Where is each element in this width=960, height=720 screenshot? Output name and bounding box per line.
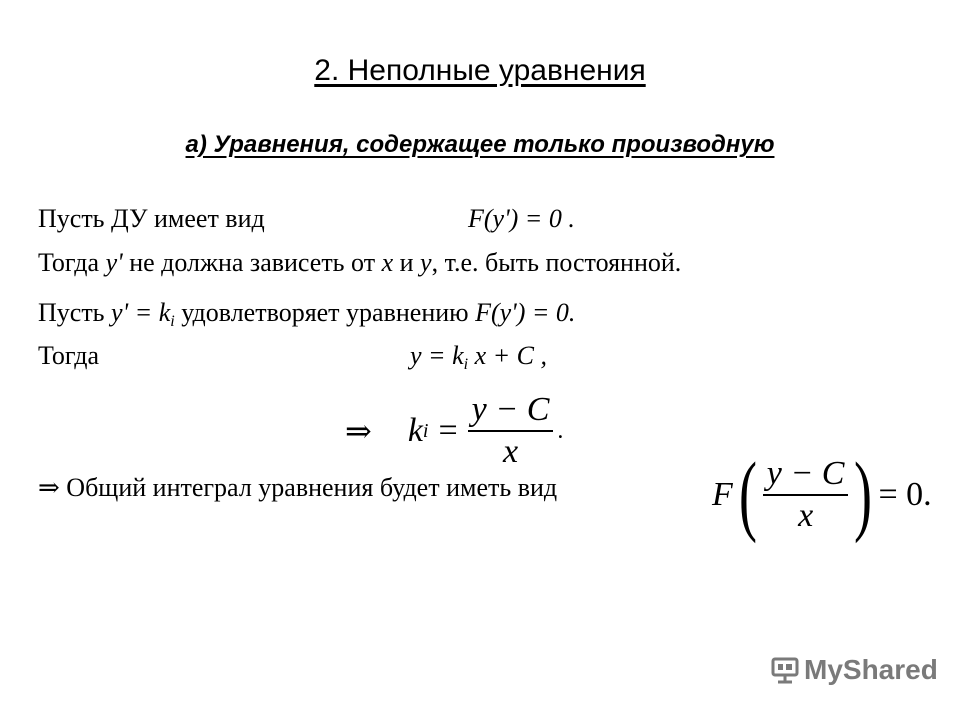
line-2-x: x [381, 248, 394, 277]
watermark-text: MyShared [804, 654, 938, 685]
formula-3-rhs: = 0. [878, 476, 932, 513]
line-3-equation: F(y') = 0. [475, 298, 576, 327]
line-2-part-1: Тогда [38, 248, 106, 277]
line-3 [38, 298, 575, 328]
line-3-subscript: i [170, 313, 175, 330]
section-subtitle: а) Уравнения, содержащее только производную [185, 131, 775, 158]
line-2-y: y [420, 248, 432, 277]
formula-2-end: . [557, 417, 564, 444]
formula-general-integral [712, 445, 932, 544]
watermark-logo [770, 654, 938, 686]
line-4-eq-pre: y = k [410, 341, 464, 370]
formula-3-denominator: x [798, 497, 814, 534]
line-1-text: Пусть ДУ имеет вид [38, 204, 265, 233]
line-4-subscript: i [463, 356, 469, 373]
line-2-part-2: не должна зависеть от [122, 248, 382, 277]
line-2 [38, 248, 681, 278]
formula-3-right-paren: ) [854, 445, 873, 544]
formula-2-equals: = [438, 412, 458, 449]
line-4-equation [410, 341, 547, 371]
formula-3-func: F [712, 476, 733, 513]
formula-k-i: ⇒ k i = $\frac{y - C}{x}$ . [345, 391, 564, 470]
line-4-eq-post: x + C , [468, 341, 548, 370]
implies-symbol-2: ⇒ [38, 473, 60, 502]
line-1-equation: F(y') = 0 . [468, 204, 575, 233]
line-2-part-4: , т.е. быть постоянной. [431, 248, 682, 277]
line-2-y-prime: y' [105, 248, 123, 277]
formula-3-left-paren: ( [738, 445, 757, 544]
line-3-y-prime-eq: y' = k [111, 298, 171, 327]
formula-2-lhs: k [407, 412, 423, 449]
page-title: 2. Неполные уравнения [314, 54, 646, 87]
line-2-part-3: и [393, 248, 421, 277]
line-3-part-1: Пусть [38, 298, 112, 327]
implies-symbol: ⇒ [345, 413, 372, 449]
formula-3-numerator: y − C [766, 455, 845, 492]
line-5-text: Общий интеграл уравнения будет иметь вид [59, 473, 558, 502]
line-3-part-2: удовлетворяет уравнению [174, 298, 476, 327]
formula-3-fraction [763, 454, 849, 536]
line-4-text: Тогда [38, 341, 100, 370]
formula-2-numerator: y − C [471, 391, 550, 428]
presentation-icon [770, 655, 800, 685]
formula-2-fraction [468, 390, 554, 472]
line-5 [38, 473, 557, 503]
formula-2-denominator: x [502, 433, 519, 470]
